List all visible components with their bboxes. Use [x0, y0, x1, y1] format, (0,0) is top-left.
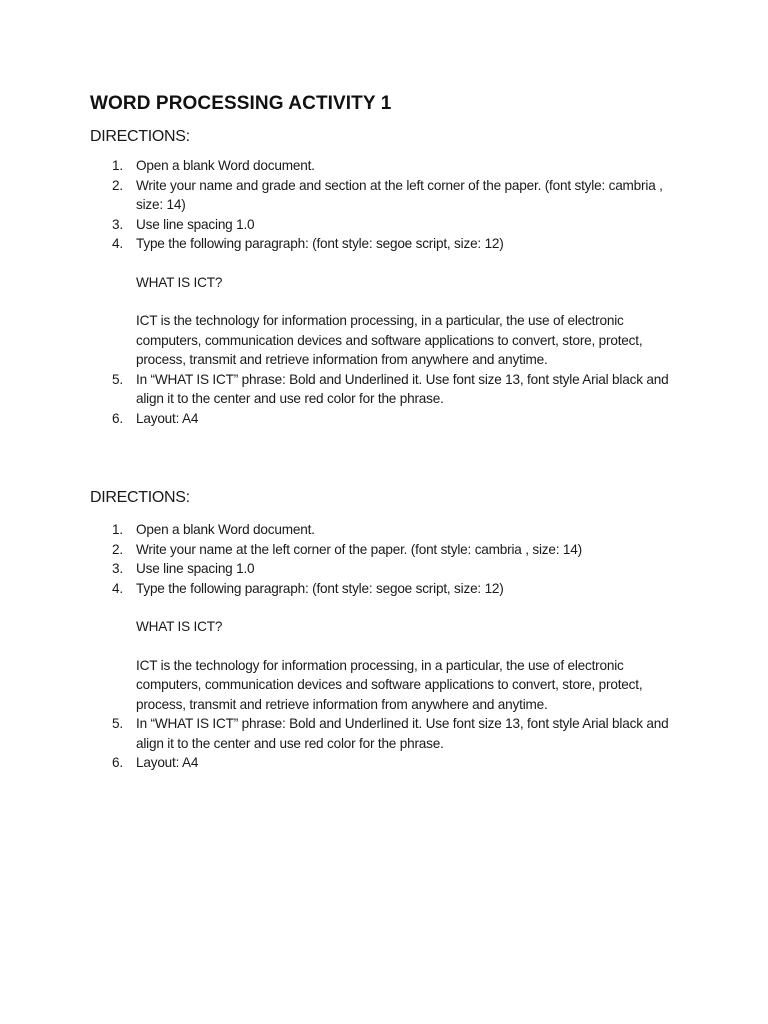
- directions-heading: DIRECTIONS:: [90, 128, 190, 145]
- list-text: Open a blank Word document.: [136, 522, 315, 537]
- list-item: [90, 370, 690, 409]
- list-number: 5.: [112, 371, 123, 387]
- list-text: Write your name at the left corner of the paper. (font style: cambria , size: 14): [136, 541, 582, 557]
- list-item: [90, 520, 690, 540]
- list-number: 2.: [112, 177, 123, 193]
- list-number: 1.: [112, 522, 123, 537]
- list-text: Layout: A4: [136, 755, 199, 770]
- sample-paragraph: ICT is the technology for information processing, in a particular, the use of electronic computers, communication devices and software applications to convert, store, protect, process, transmit and retrieve information from anywhere and anytime.: [136, 313, 643, 367]
- list-item: [90, 579, 690, 599]
- sample-heading: WHAT IS ICT?: [136, 274, 223, 290]
- list-text: In “WHAT IS ICT” phrase: Bold and Underlined it. Use font size 13, font style Arial black and align it to the center and use red color for the phrase.: [136, 716, 669, 751]
- list-text: In “WHAT IS ICT” phrase: Bold and Underlined it. Use font size 13, font style Arial black and align it to the center and use red color for the phrase.: [136, 371, 669, 406]
- list-text: Layout: A4: [136, 410, 199, 426]
- page-title: WORD PROCESSING ACTIVITY 1: [90, 93, 392, 114]
- list-number: 3.: [112, 216, 123, 232]
- list-text: Open a blank Word document.: [136, 158, 315, 173]
- list-item: [90, 215, 690, 235]
- list-number: 6.: [112, 755, 123, 770]
- list-number: 6.: [112, 410, 123, 426]
- list-item: [90, 176, 690, 215]
- list-item: [90, 540, 690, 560]
- directions-section-2: [90, 489, 690, 773]
- sample-heading: WHAT IS ICT?: [136, 619, 223, 634]
- directions-section-1: [90, 128, 690, 428]
- list-number: 1.: [112, 158, 123, 173]
- list-item: [90, 409, 690, 429]
- list-number: 5.: [112, 716, 123, 731]
- list-item: [90, 714, 690, 753]
- list-text: Type the following paragraph: (font style: segoe script, size: 12): [136, 236, 504, 251]
- list-item: [90, 234, 690, 254]
- list-item: [90, 156, 690, 176]
- list-text: Use line spacing 1.0: [136, 216, 255, 232]
- directions-list: [90, 156, 690, 428]
- directions-list: [90, 520, 690, 773]
- list-number: 4.: [112, 580, 123, 596]
- directions-heading: DIRECTIONS:: [90, 489, 190, 506]
- list-text: Write your name and grade and section at the left corner of the paper. (font style: cambria , size: 14): [136, 177, 663, 212]
- list-item: [90, 559, 690, 579]
- list-text: Use line spacing 1.0: [136, 561, 255, 576]
- list-number: 3.: [112, 561, 123, 576]
- sample-paragraph: ICT is the technology for information processing, in a particular, the use of electronic computers, communication devices and software applications to convert, store, protect, process, transmit and retrieve information from anywhere and anytime.: [136, 657, 643, 712]
- list-number: 4.: [112, 236, 123, 251]
- list-item: [90, 753, 690, 773]
- list-number: 2.: [112, 541, 123, 557]
- list-text: Type the following paragraph: (font style: segoe script, size: 12): [136, 580, 504, 596]
